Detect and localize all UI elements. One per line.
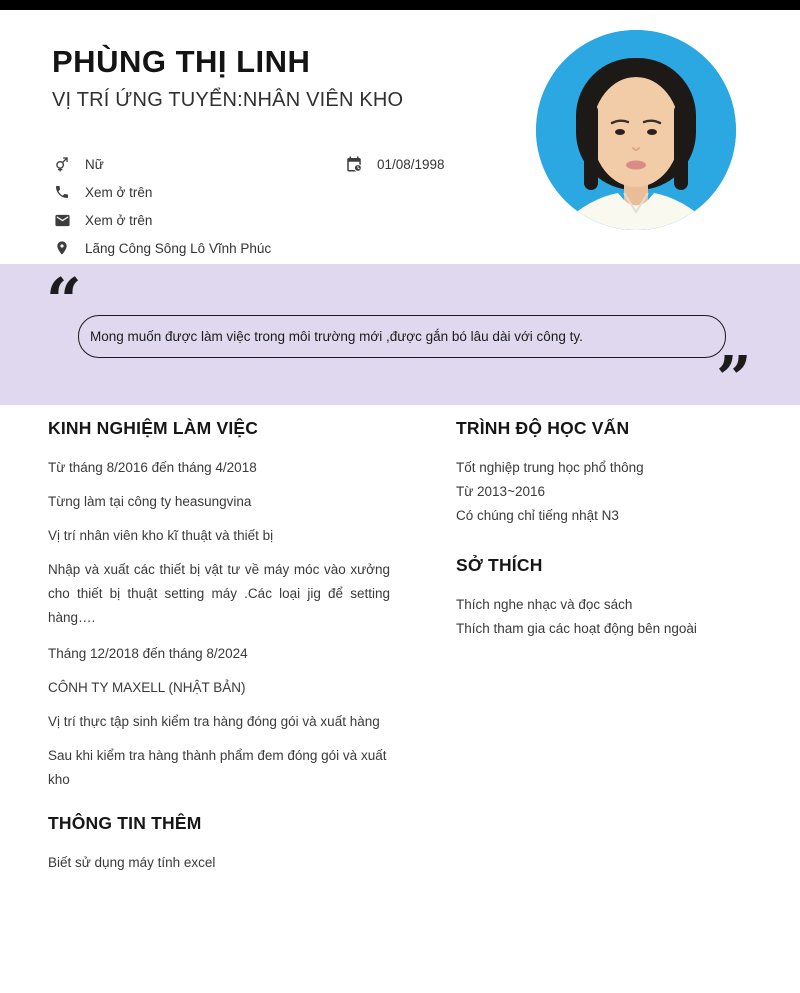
gender-row <box>52 150 522 178</box>
experience-desc-1: Nhập và xuất các thiết bị vật tư về máy móc vào xưởng cho thiết bị thuật setting máy .Các loại jig để setting hàng…. <box>48 562 390 625</box>
contact-info <box>52 150 522 262</box>
right-column <box>456 417 752 885</box>
main-content <box>0 405 800 885</box>
experience-desc-2: Sau khi kiểm tra hàng thành phẩm đem đóng gói và xuất kho <box>48 748 387 787</box>
portrait-illustration <box>536 30 736 230</box>
email-row <box>52 206 522 234</box>
left-column <box>48 417 390 885</box>
education-line: Tốt nghiệp trung học phổ thông <box>456 460 644 475</box>
address-row <box>52 234 522 262</box>
education-line: Có chúng chỉ tiếng nhật N3 <box>456 508 619 523</box>
education-line: Từ 2013~2016 <box>456 484 545 499</box>
quote-box <box>78 315 726 358</box>
email-value: Xem ở trên <box>85 212 153 228</box>
extra-info-line: Biết sử dụng máy tính excel <box>48 855 216 870</box>
phone-value: Xem ở trên <box>85 184 153 200</box>
header <box>0 10 800 264</box>
experience-company-1: Từng làm tại công ty heasungvina <box>48 494 252 509</box>
experience-period-2: Tháng 12/2018 đến tháng 8/2024 <box>48 646 248 661</box>
objective-text: Mong muốn được làm việc trong môi trường mới ,được gắn bó lâu dài với công ty. <box>90 329 583 344</box>
hobby-line: Thích nghe nhạc và đọc sách <box>456 597 633 612</box>
profile-photo <box>536 30 736 230</box>
open-quote-icon: “ <box>46 264 82 337</box>
candidate-name: PHÙNG THỊ LINH <box>52 44 311 79</box>
address-value: Lãng Công Sông Lô Vĩnh Phúc <box>85 240 272 256</box>
phone-row <box>52 178 522 206</box>
applied-position: VỊ TRÍ ỨNG TUYỂN:NHÂN VIÊN KHO <box>52 89 404 111</box>
close-quote-icon: ” <box>716 342 752 415</box>
experience-role-2: Vị trí thực tập sinh kiểm tra hàng đóng gói và xuất hàng <box>48 714 380 729</box>
objective-quote-band <box>0 264 800 415</box>
email-icon <box>52 212 72 229</box>
hobbies-section-title: SỞ THÍCH <box>456 555 543 575</box>
experience-role-1: Vị trí nhân viên kho kĩ thuật và thiết bị <box>48 528 274 543</box>
experience-section-title: KINH NGHIỆM LÀM VIỆC <box>48 418 259 438</box>
calendar-icon <box>344 155 364 173</box>
top-bar <box>0 0 800 10</box>
experience-company-2: CÔNH TY MAXELL (NHẬT BẢN) <box>48 680 246 695</box>
birthday-row <box>344 150 445 178</box>
location-icon <box>52 240 72 256</box>
phone-icon <box>52 184 72 200</box>
education-section-title: TRÌNH ĐỘ HỌC VẤN <box>456 418 630 438</box>
experience-period-1: Từ tháng 8/2016 đến tháng 4/2018 <box>48 460 257 475</box>
gender-icon <box>52 155 72 173</box>
hobby-line: Thích tham gia các hoạt động bên ngoài <box>456 621 697 636</box>
birthday-value: 01/08/1998 <box>377 156 445 172</box>
gender-value: Nữ <box>85 156 104 172</box>
extra-info-section-title: THÔNG TIN THÊM <box>48 813 202 833</box>
